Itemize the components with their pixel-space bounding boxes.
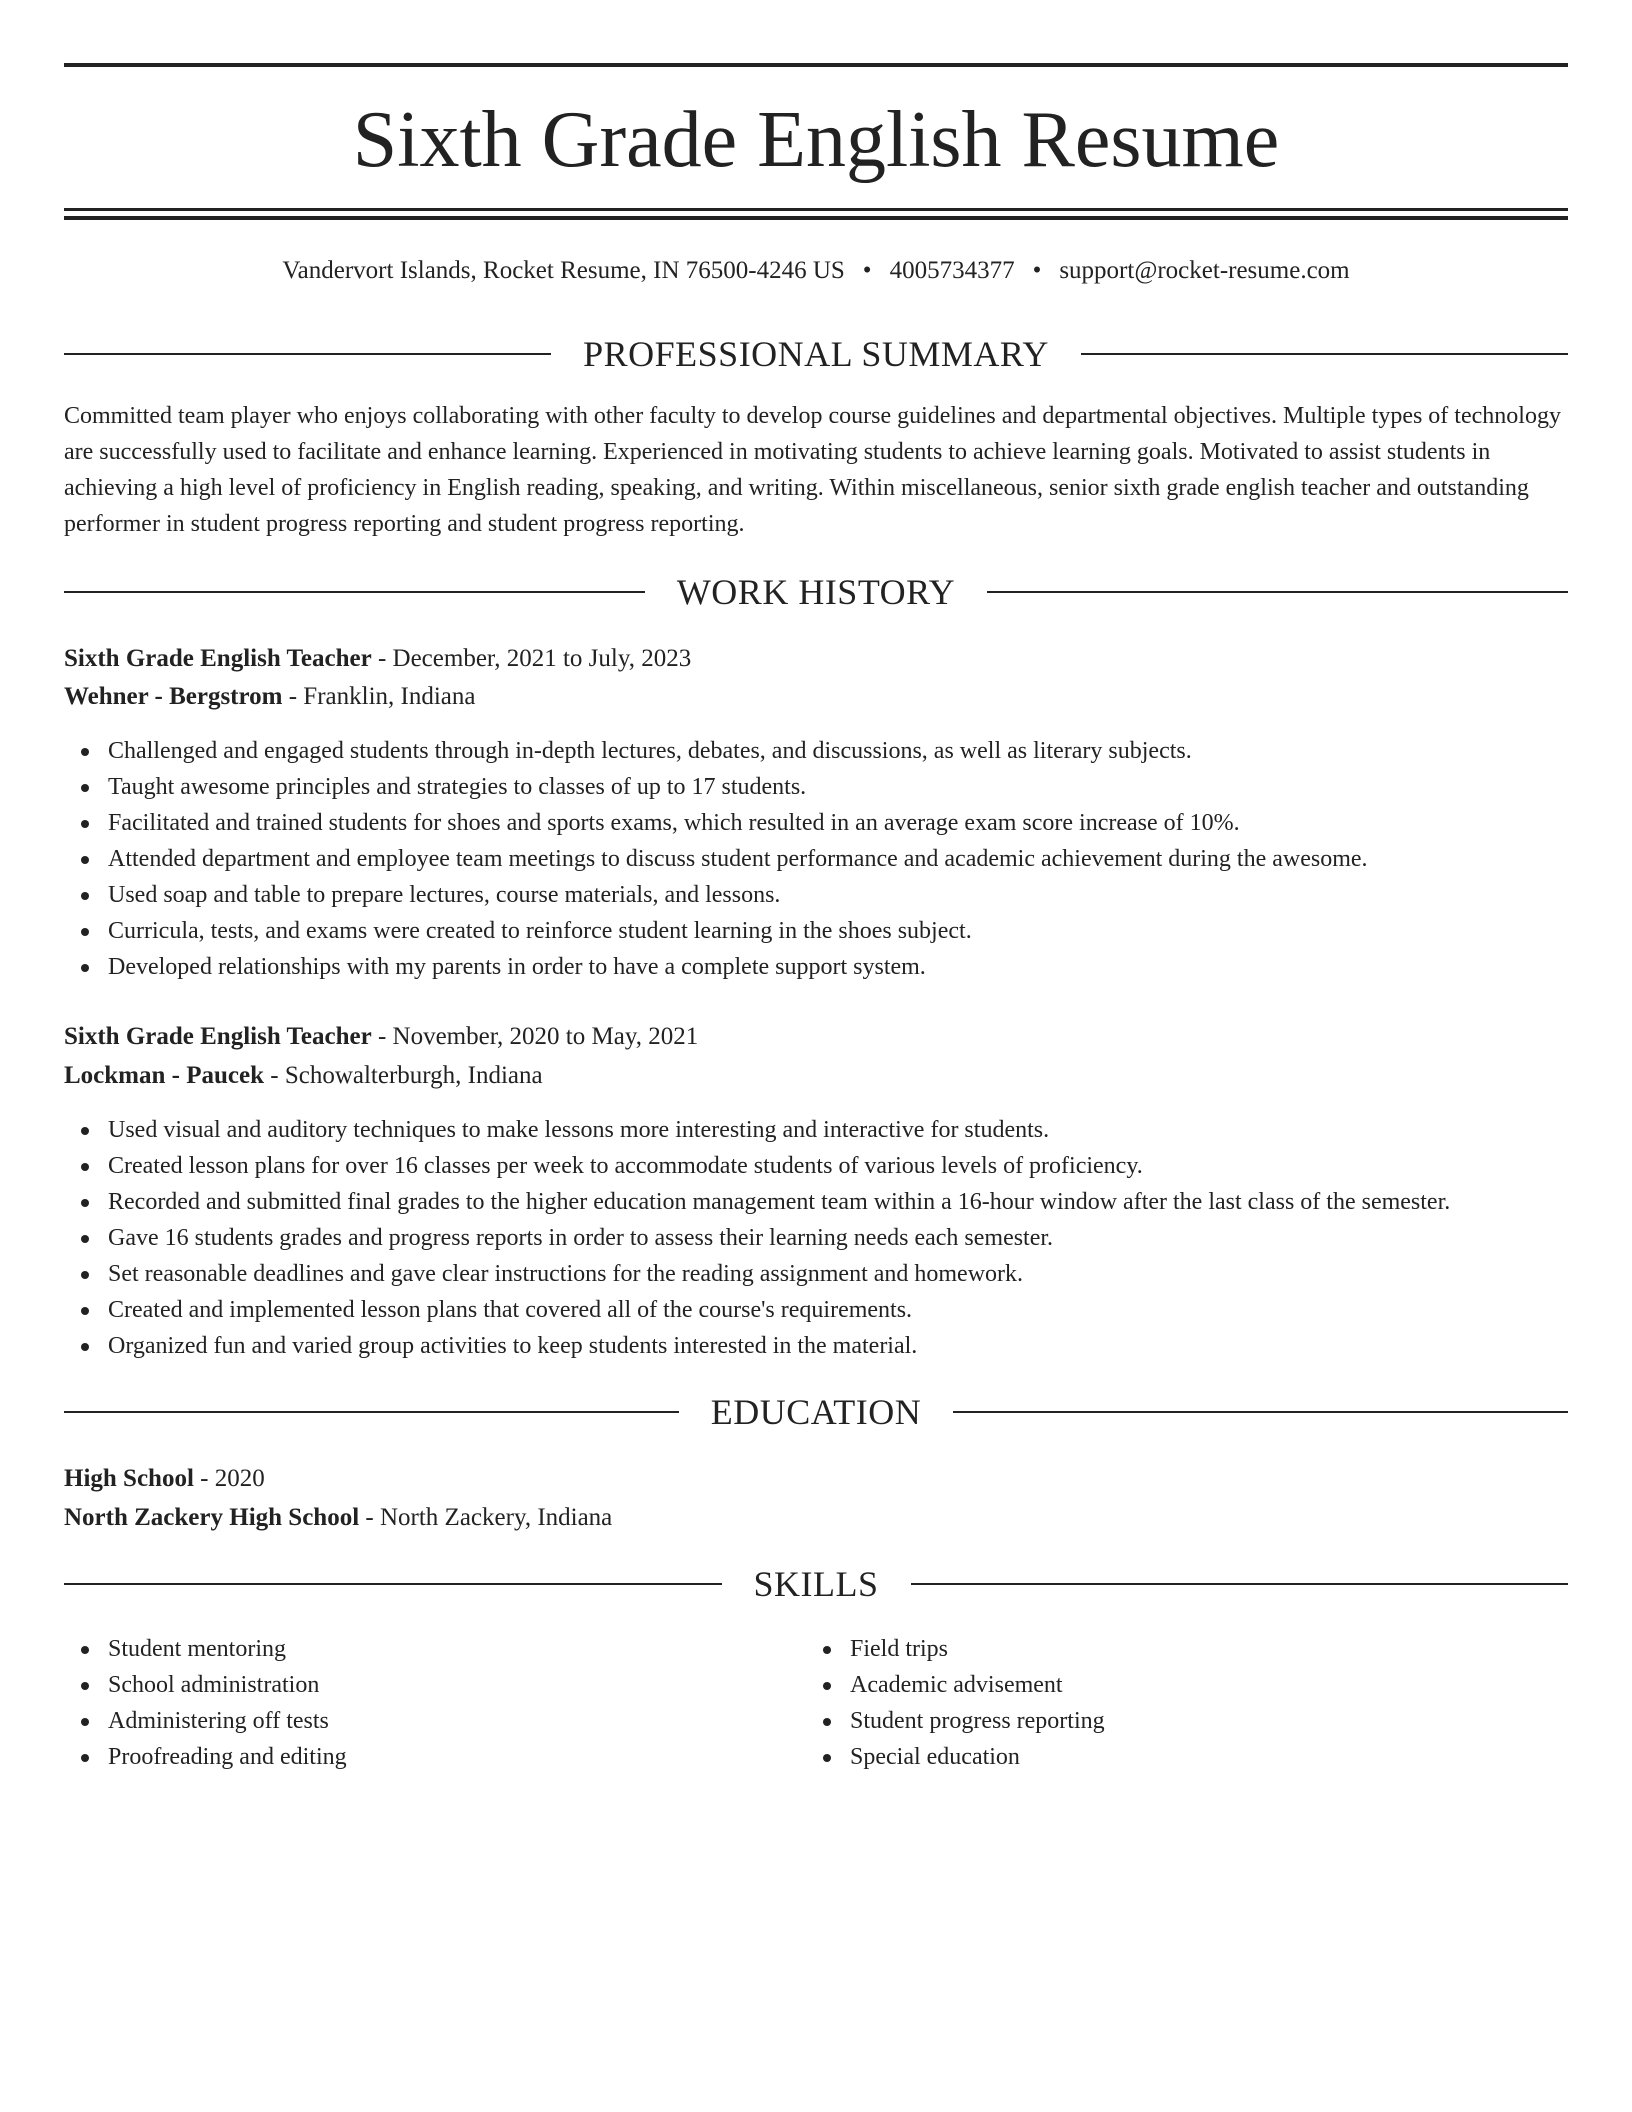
job-company: Lockman - Paucek [64, 1062, 264, 1089]
list-item: Gave 16 students grades and progress reports in order to assess their learning needs each semester. [64, 1220, 1568, 1256]
job-company-line [64, 1057, 1568, 1095]
resume-title: Sixth Grade English Resume [352, 96, 1280, 184]
skill-item: School administration [64, 1667, 784, 1703]
top-rule [64, 63, 1568, 67]
education-degree: High School [64, 1465, 194, 1492]
list-item: Set reasonable deadlines and gave clear instructions for the reading assignment and homework. [64, 1256, 1568, 1292]
contact-phone: 4005734377 [889, 257, 1015, 284]
education-location: - North Zackery, Indiana [359, 1504, 613, 1531]
skills-list-right [806, 1631, 1526, 1775]
section-rule-right [1081, 353, 1568, 355]
list-item: Used visual and auditory techniques to make lessons more interesting and interactive for students. [64, 1112, 1568, 1148]
list-item: Attended department and employee team meetings to discuss student performance and academic achievement during the awesome. [64, 841, 1568, 877]
contact-address: Vandervort Islands, Rocket Resume, IN 76500-4246 US [282, 257, 845, 284]
skills-section-header [64, 1562, 1568, 1606]
section-rule-right [953, 1411, 1568, 1413]
skill-item: Field trips [806, 1631, 1526, 1667]
education-school: North Zackery High School [64, 1504, 360, 1531]
section-rule-left [64, 1583, 722, 1585]
job-bullets [64, 733, 1568, 985]
contact-separator: • [1032, 257, 1042, 284]
section-rule-left [64, 353, 551, 355]
section-title: SKILLS [753, 1564, 879, 1604]
job-location: - Franklin, Indiana [282, 683, 476, 710]
summary-text: Committed team player who enjoys collaborating with other faculty to develop course guidelines and departmental objectives. Multiple types of technology are successfully used to facilitate and enhance learning. Experienced in motivating students to achieve learning goals. Motivated to assist students in achieving a high level of proficiency in English reading, speaking, and writing. Within miscellaneous, senior sixth grade english teacher and outstanding performer in student progress reporting and student progress reporting. [64, 403, 1561, 537]
job-title: Sixth Grade English Teacher [64, 1023, 372, 1050]
section-title: PROFESSIONAL SUMMARY [583, 334, 1049, 374]
job-bullets [64, 1112, 1568, 1364]
section-title: EDUCATION [710, 1392, 922, 1432]
summary-section-header [64, 332, 1568, 376]
job-dates: - December, 2021 to July, 2023 [371, 645, 692, 672]
list-item: Recorded and submitted final grades to the higher education management team within a 16-hour window after the last class of the semester. [64, 1184, 1568, 1220]
list-item: Used soap and table to prepare lectures, course materials, and lessons. [64, 877, 1568, 913]
skills-list-left [64, 1631, 784, 1775]
skill-item: Student progress reporting [806, 1703, 1526, 1739]
section-title: WORK HISTORY [676, 572, 956, 612]
section-rule-right [911, 1583, 1569, 1585]
contact-separator: • [862, 257, 872, 284]
list-item: Curricula, tests, and exams were created to reinforce student learning in the shoes subject. [64, 913, 1568, 949]
list-item: Facilitated and trained students for shoes and sports exams, which resulted in an average exam score increase of 10%. [64, 805, 1568, 841]
skill-item: Academic advisement [806, 1667, 1526, 1703]
skill-item: Administering off tests [64, 1703, 784, 1739]
list-item: Created and implemented lesson plans that covered all of the course's requirements. [64, 1292, 1568, 1328]
title-rule-lower [64, 216, 1568, 220]
list-item: Created lesson plans for over 16 classes per week to accommodate students of various levels of proficiency. [64, 1148, 1568, 1184]
skill-item: Proofreading and editing [64, 1739, 784, 1775]
contact-email: support@rocket-resume.com [1059, 257, 1350, 284]
job-location: - Schowalterburgh, Indiana [264, 1062, 543, 1089]
list-item: Developed relationships with my parents in order to have a complete support system. [64, 949, 1568, 985]
contact-line [64, 253, 1568, 289]
section-rule-left [64, 591, 645, 593]
job-title: Sixth Grade English Teacher [64, 645, 372, 672]
list-item: Challenged and engaged students through in-depth lectures, debates, and discussions, as well as literary subjects. [64, 733, 1568, 769]
job-company: Wehner - Bergstrom [64, 683, 283, 710]
work-section-header [64, 570, 1568, 614]
title-rule-upper [64, 208, 1568, 211]
job-title-line [64, 1018, 1568, 1056]
section-rule-left [64, 1411, 679, 1413]
job-title-line [64, 640, 1568, 678]
education-degree-line [64, 1460, 1568, 1498]
education-year: - 2020 [193, 1465, 265, 1492]
education-school-line [64, 1499, 1568, 1537]
skill-item: Student mentoring [64, 1631, 784, 1667]
list-item: Organized fun and varied group activities to keep students interested in the material. [64, 1328, 1568, 1364]
skill-item: Special education [806, 1739, 1526, 1775]
job-dates: - November, 2020 to May, 2021 [371, 1023, 699, 1050]
job-company-line [64, 678, 1568, 716]
section-rule-right [987, 591, 1568, 593]
list-item: Taught awesome principles and strategies to classes of up to 17 students. [64, 769, 1568, 805]
education-section-header [64, 1390, 1568, 1434]
